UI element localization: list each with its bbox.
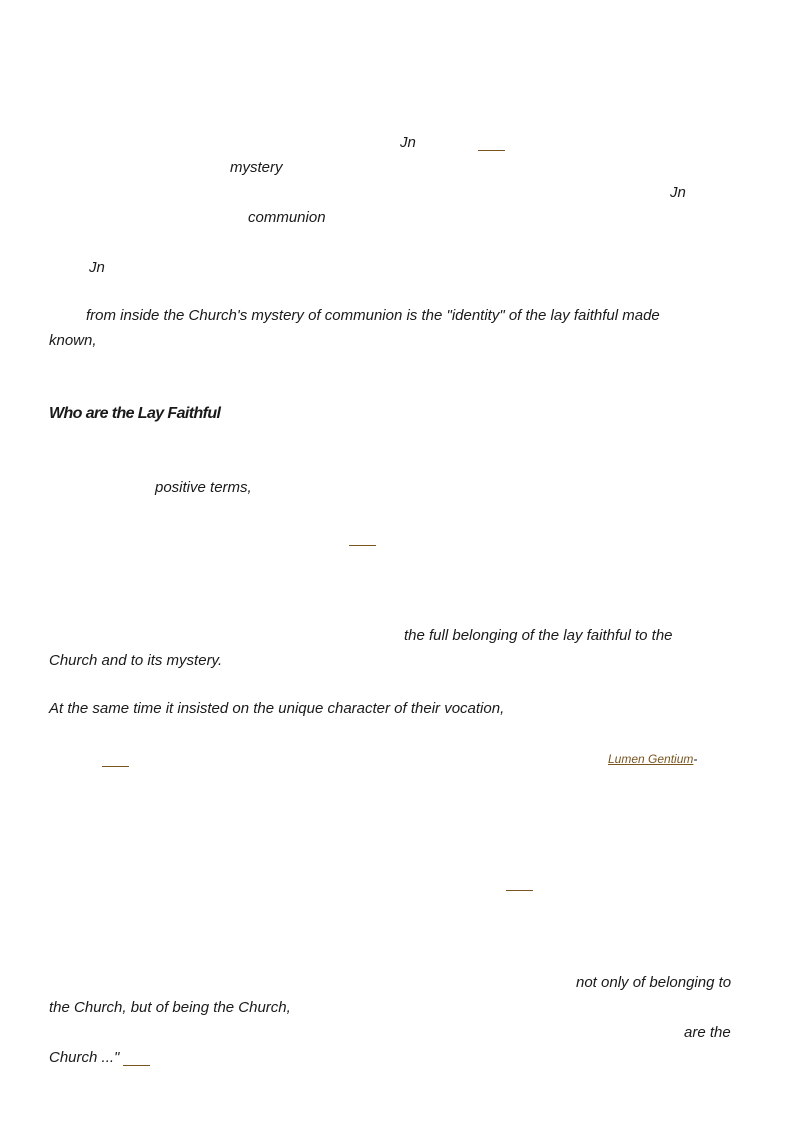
church-quote: Church ..." bbox=[49, 1049, 120, 1066]
same-time-sentence: At the same time it insisted on the unique character of their vocation, bbox=[49, 700, 505, 717]
section-heading: Who are the Lay Faithful bbox=[49, 405, 221, 422]
belonging-line-1: the full belonging of the lay faithful to the bbox=[404, 627, 673, 644]
text-communion: communion bbox=[248, 209, 326, 226]
lumen-gentium-reference bbox=[608, 751, 697, 767]
identity-line-2: known, bbox=[49, 332, 97, 349]
belonging-line-2: Church and to its mystery. bbox=[49, 652, 223, 669]
being-line-1: not only of belonging to bbox=[576, 974, 732, 991]
reference-jn: Jn bbox=[400, 134, 416, 151]
footnote-link[interactable] bbox=[102, 766, 129, 767]
identity-line-1: from inside the Church's mystery of communion is the "identity" of the lay faithful made bbox=[86, 307, 660, 324]
link-suffix: - bbox=[693, 752, 698, 766]
footnote-link[interactable] bbox=[123, 1065, 150, 1066]
reference-jn: Jn bbox=[670, 184, 686, 201]
text-mystery: mystery bbox=[230, 159, 283, 176]
footnote-link[interactable] bbox=[478, 150, 505, 151]
being-line-2: the Church, but of being the Church, bbox=[49, 999, 291, 1016]
lumen-gentium-link[interactable]: Lumen Gentium bbox=[608, 752, 694, 766]
reference-jn: Jn bbox=[89, 259, 105, 276]
footnote-link[interactable] bbox=[506, 890, 533, 891]
footnote-link[interactable] bbox=[349, 545, 376, 546]
text-are-the: are the bbox=[684, 1024, 731, 1041]
text-positive-terms: positive terms, bbox=[155, 479, 252, 496]
